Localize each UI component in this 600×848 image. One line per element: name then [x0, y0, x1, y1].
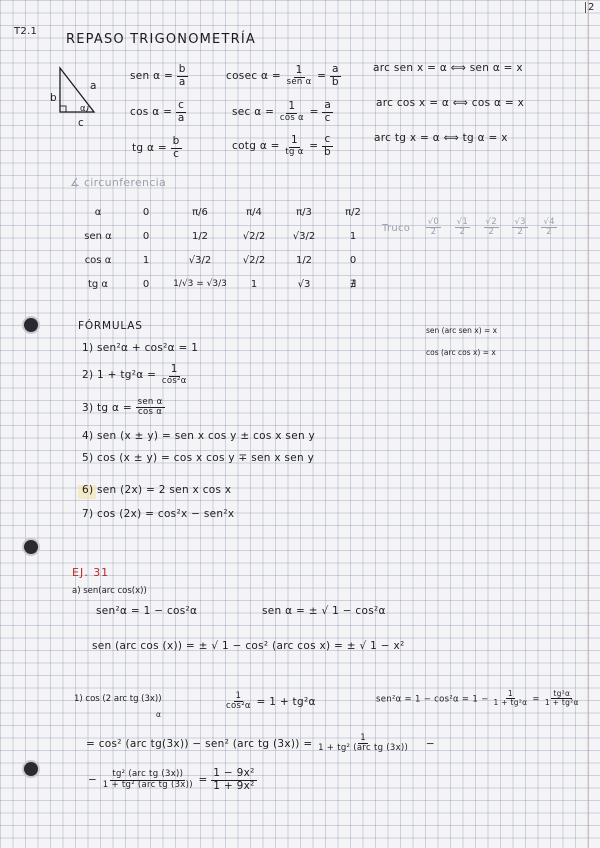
table-cell: 1: [250, 278, 258, 290]
table-header-cell: π/6: [192, 206, 208, 218]
triangle-angle-label: α: [80, 104, 86, 114]
table-cell: 0: [349, 254, 357, 266]
triangle-side-b: b: [50, 92, 57, 104]
trick-box: Truco $\frac{√0}{2}$ $\frac{√1}{2}$ $\frac{√2}{2}$ $\frac{√3}{2}$ $\frac{√4}{2}$: [382, 217, 555, 238]
binder-hole: [24, 762, 38, 776]
side-note: cos (arc cos x) = x: [426, 348, 496, 357]
inverse-arccos: arc cos x = α ⟺ cos α = x: [376, 97, 525, 109]
table-header-cell: π/3: [296, 206, 312, 218]
table-cell: √3/2: [188, 254, 212, 266]
table-cell: 1: [349, 230, 357, 242]
table-cell: 1/2: [191, 230, 209, 242]
triangle-side-a: a: [90, 80, 97, 92]
page-title: REPASO TRIGONOMETRÍA: [66, 32, 256, 47]
binder-hole: [24, 318, 38, 332]
table-cell: √3: [297, 278, 311, 290]
exercise-part-b-label: 1) cos (2 arc tg (3x)): [74, 694, 162, 704]
formula-item: 7) cos (2x) = cos²x − sen²x: [82, 508, 235, 520]
table-cell: 0: [142, 230, 150, 242]
table-header-row: [76, 200, 378, 224]
table-row: [76, 224, 378, 248]
side-note: sen (arc sen x) = x: [426, 326, 498, 335]
exercise-b-line3: − $\frac{\text{tg² (arc tg (3x))}}{\text{1 + tg² (arc tg (3x))}}$ = $\frac{\text{1 − 9x²}}{\text{1 + 9x²}}$: [88, 767, 255, 792]
page-margin-line: [588, 0, 589, 848]
triangle-side-c: c: [78, 117, 85, 129]
page-number: 2: [585, 2, 595, 13]
trig-values-table: [76, 200, 378, 296]
table-header-cell: π/2: [345, 206, 361, 218]
inverse-arcsen: arc sen x = α ⟺ sen α = x: [373, 62, 523, 74]
formula-item: 2) 1 + tg²α = $\frac{1}{\text{cos²α}}$: [82, 363, 187, 386]
table-row: [76, 248, 378, 272]
table-row: [76, 272, 378, 296]
formula-item: 5) cos (x ± y) = cos x cos y ∓ sen x sen y: [82, 452, 315, 464]
formula-item: 4) sen (x ± y) = sen x cos y ± cos x sen y: [82, 430, 316, 442]
table-header-cell: π/4: [246, 206, 262, 218]
exercise-b-sin-derivation: sen²α = 1 − cos²α = 1 − $\frac{1}{\text{1 + tg²α}}$ = $\frac{\text{tg²α}}{\text{1 + tg²α}}$: [376, 689, 579, 708]
inverse-arctg: arc tg x = α ⟺ tg α = x: [374, 132, 508, 144]
exercise-a-line1b: sen α = ± √ 1 − cos²α: [262, 605, 386, 617]
cos-definition: cos α = $\frac{c}{a}$: [130, 99, 185, 124]
exercise-b-alpha: α: [156, 710, 161, 719]
sin-definition: sen α = $\frac{b}{a}$: [130, 63, 186, 88]
exercise-part-a-label: a) sen(arc cos(x)): [72, 586, 147, 596]
table-cell: 1: [142, 254, 150, 266]
formula-item: 3) tg α = $\frac{\text{sen α}}{\text{cos α}}$: [82, 397, 163, 418]
tg-definition: tg α = $\frac{b}{c}$: [132, 135, 180, 160]
exercise-title: EJ. 31: [72, 566, 110, 579]
table-cell: 1/√3 = √3/3: [173, 279, 227, 289]
table-cell: tg α: [87, 278, 109, 290]
exercise-b-line2: = cos² (arc tg(3x)) − sen² (arc tg (3x)) = $\frac{1}{\text{1 + tg² (arc tg (3x))}}$ −: [86, 733, 435, 754]
table-cell: sen α: [84, 230, 112, 242]
table-cell: √3/2: [292, 230, 316, 242]
exercise-a-line2: sen (arc cos (x)) = ± √ 1 − cos² (arc cos x) = ± √ 1 − x²: [92, 640, 405, 652]
table-cell: cos α: [84, 254, 112, 266]
table-cell: √2/2: [242, 230, 266, 242]
table-cell: 1/2: [295, 254, 313, 266]
sec-definition: sec α = $\frac{1}{\text{cos α}}$ = $\frac{a}{c}$: [232, 99, 332, 124]
formula-item: 6) sen (2x) = 2 sen x cos x: [82, 484, 232, 496]
table-cell: √2/2: [242, 254, 266, 266]
exercise-b-identity: $\frac{1}{\text{cos²α}}$ = 1 + tg²α: [226, 691, 316, 712]
formulas-heading: FÓRMULAS: [78, 320, 143, 332]
trick-label: Truco: [382, 222, 411, 234]
circle-heading: ∡ circunferencia: [70, 176, 167, 189]
section-label: T2.1: [14, 26, 38, 37]
cotg-definition: cotg α = $\frac{1}{\text{tg α}}$ = $\frac{c}{b}$: [232, 133, 332, 158]
cosec-definition: cosec α = $\frac{1}{\text{sen α}}$ = $\frac{a}{b}$: [226, 63, 339, 88]
exercise-a-line1a: sen²α = 1 − cos²α: [96, 605, 198, 617]
table-cell: 0: [142, 278, 150, 290]
formula-item: 1) sen²α + cos²α = 1: [82, 342, 199, 354]
table-header-cell: 0: [142, 206, 150, 218]
table-header-cell: α: [94, 206, 102, 218]
table-cell: ∄: [349, 278, 357, 290]
binder-hole: [24, 540, 38, 554]
